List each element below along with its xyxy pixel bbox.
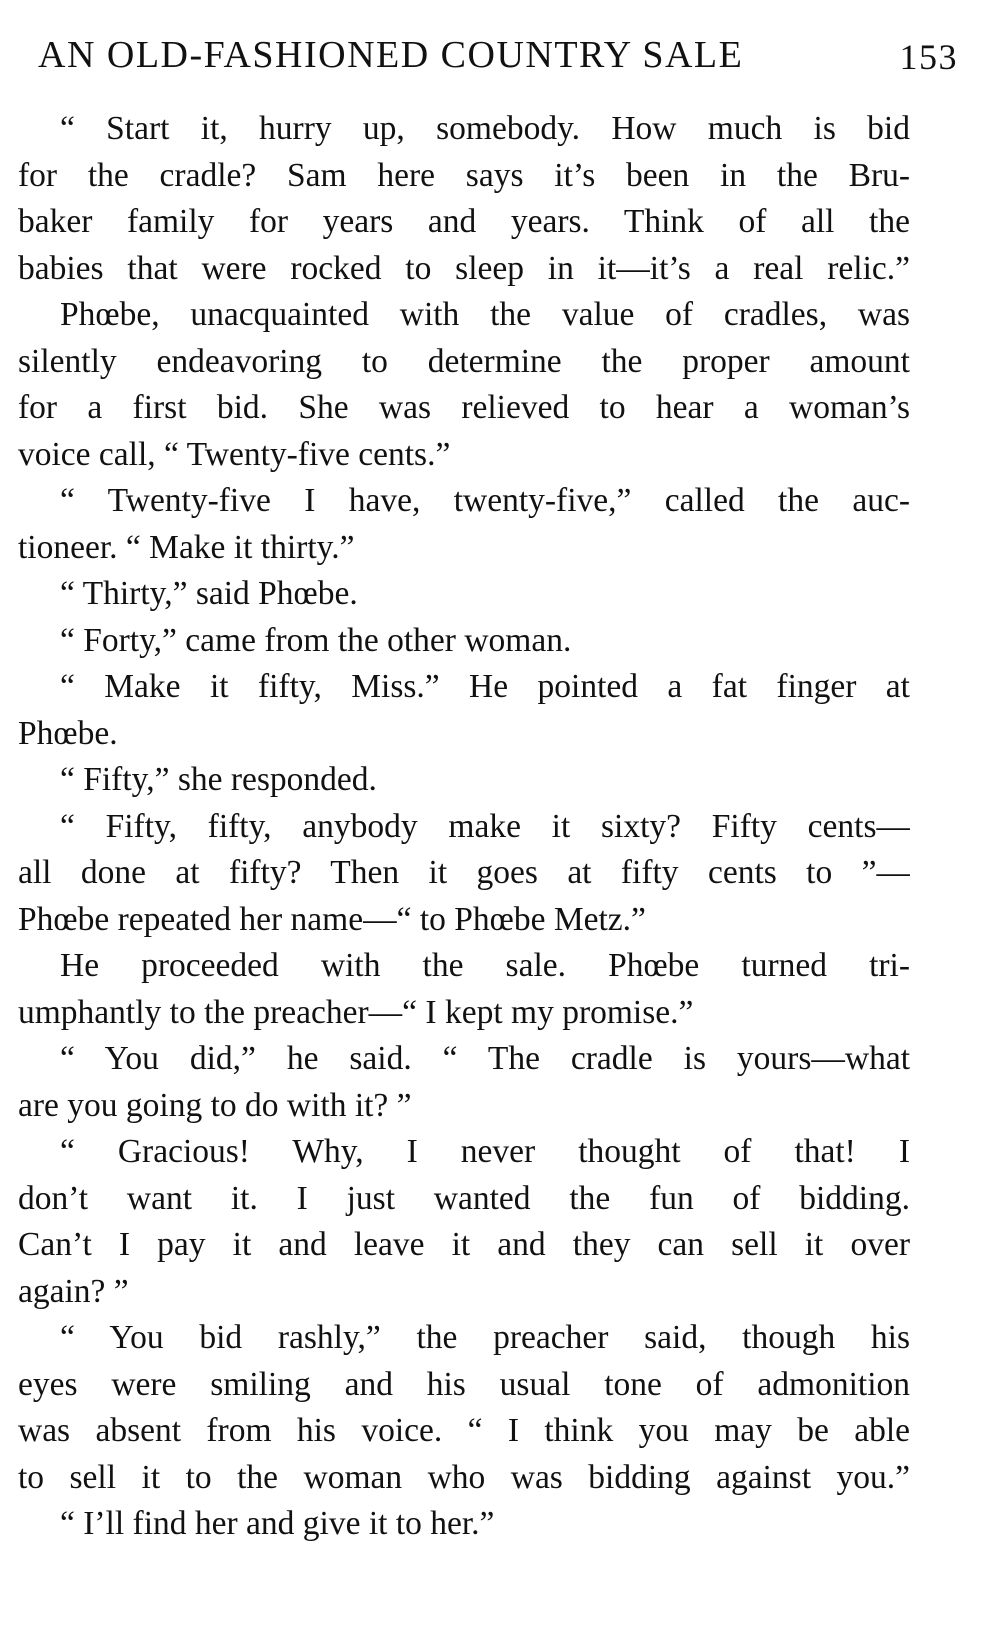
- text-line: for the cradle? Sam here says it’s been in the Bru-: [18, 156, 910, 194]
- text-line: He proceeded with the sale. Phœbe turned tri-: [60, 947, 910, 984]
- text-line: “ Make it fifty, Miss.” He pointed a fat finger at: [60, 668, 910, 705]
- text-line: eyes were smiling and his usual tone of admonition: [18, 1365, 910, 1403]
- text-line: again? ”: [18, 1272, 129, 1310]
- text-line: to sell it to the woman who was bidding against you.”: [18, 1458, 910, 1496]
- chapter-title: AN OLD-FASHIONED COUNTRY SALE: [38, 34, 744, 76]
- text-line: baker family for years and years. Think of all the: [18, 203, 910, 240]
- text-line: was absent from his voice. “ I think you may be able: [18, 1412, 910, 1449]
- text-line: “ Forty,” came from the other woman.: [60, 621, 572, 659]
- text-line: “ Fifty,” she responded.: [60, 761, 377, 798]
- running-head: [38, 30, 958, 80]
- text-line: “ Twenty-five I have, twenty-five,” called the auc-: [60, 482, 910, 519]
- text-line: Can’t I pay it and leave it and they can sell it over: [18, 1226, 910, 1263]
- text-line: “ Thirty,” said Phœbe.: [60, 575, 358, 612]
- text-line: are you going to do with it? ”: [18, 1086, 412, 1124]
- text-line: “ Gracious! Why, I never thought of that! I: [60, 1133, 910, 1170]
- text-line: Phœbe, unacquainted with the value of cradles, was: [60, 296, 910, 333]
- text-line: “ Fifty, fifty, anybody make it sixty? Fifty cents—: [60, 807, 910, 845]
- text-line: babies that were rocked to sleep in it—it’s a real relic.”: [18, 249, 910, 287]
- page-number: 153: [899, 37, 958, 77]
- text-line: tioneer. “ Make it thirty.”: [18, 528, 355, 566]
- text-line: “ Start it, hurry up, somebody. How much is bid: [60, 110, 910, 147]
- text-line: “ You did,” he said. “ The cradle is yours—what: [60, 1040, 910, 1077]
- text-line: for a first bid. She was relieved to hear a woman’s: [18, 389, 910, 426]
- text-line: Phœbe.: [18, 714, 118, 752]
- text-line: “ I’ll find her and give it to her.”: [60, 1505, 495, 1542]
- text-line: voice call, “ Twenty-five cents.”: [18, 435, 451, 473]
- text-line: Phœbe repeated her name—“ to Phœbe Metz.”: [18, 900, 646, 938]
- text-line: “ You bid rashly,” the preacher said, though his: [60, 1319, 910, 1356]
- text-line: silently endeavoring to determine the proper amount: [18, 342, 910, 380]
- body-text: [18, 106, 910, 1548]
- text-line: don’t want it. I just wanted the fun of bidding.: [18, 1179, 910, 1217]
- text-line: umphantly to the preacher—“ I kept my promise.”: [18, 993, 694, 1031]
- text-line: all done at fifty? Then it goes at fifty cents to ”—: [18, 854, 910, 891]
